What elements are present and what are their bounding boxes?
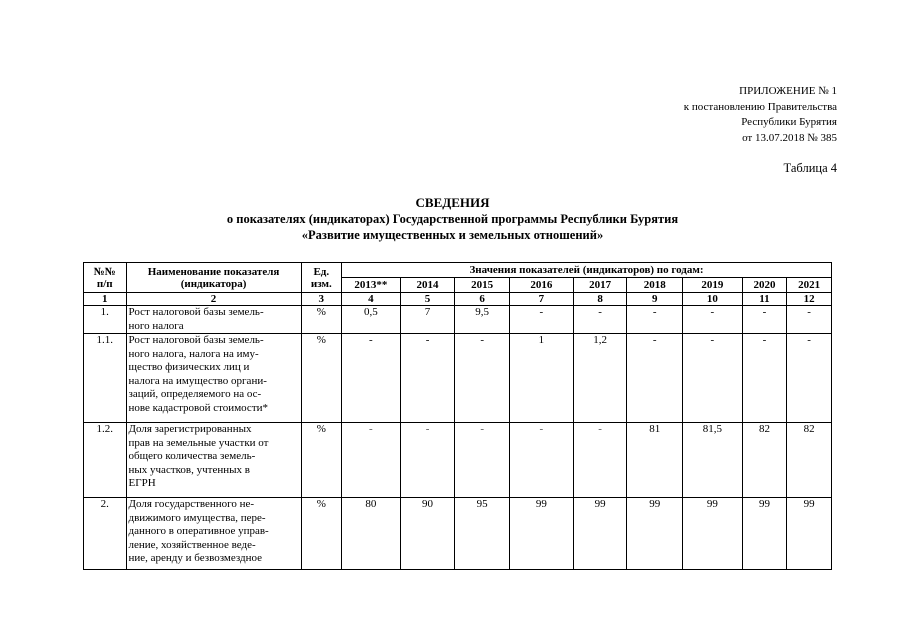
appendix-line-4: от 13.07.2018 № 385 [742, 131, 837, 144]
row-name-line: Рост налоговой базы земель- [128, 334, 264, 346]
row-value: 9,5 [455, 306, 510, 334]
header-no-line1: №№ [93, 265, 116, 278]
appendix-line-2: к постановлению Правительства [683, 100, 837, 113]
year-header: 2015 [455, 278, 510, 293]
row-value: 1,2 [573, 334, 627, 423]
heading-subtitle-1: о показателях (индикаторах) Государственной программы Республики Бурятия [226, 212, 679, 226]
row-value: 99 [573, 498, 627, 570]
row-name-line: заций, определяемого на ос- [128, 388, 262, 400]
row-name [126, 306, 301, 334]
row-value: 80 [342, 498, 401, 570]
row-name-line: Доля зарегистрированных [128, 423, 252, 435]
column-number: 7 [510, 293, 574, 306]
row-number: 1.2. [84, 423, 127, 498]
row-name-line: Доля государственного не- [128, 498, 255, 510]
row-value: - [510, 423, 574, 498]
row-unit: % [301, 334, 341, 423]
row-value: 81,5 [683, 423, 743, 498]
row-name [126, 498, 301, 570]
appendix-line-3: Республики Бурятия [741, 116, 837, 128]
column-number: 4 [342, 293, 401, 306]
row-name-line: налога на имущество органи- [128, 374, 267, 387]
header-name-line1: Наименование показателя [147, 265, 280, 278]
year-header: 2017 [573, 278, 627, 293]
row-name-line: Рост налоговой базы земель- [128, 306, 264, 318]
row-value: - [742, 306, 787, 334]
row-value: 7 [400, 306, 455, 334]
row-name-line: ного налога [128, 319, 184, 332]
year-header: 2020 [742, 278, 787, 293]
year-header: 2014 [400, 278, 455, 293]
header-unit-line2: изм. [310, 277, 332, 290]
table-row [84, 306, 832, 334]
table-row [84, 423, 832, 498]
row-value: - [455, 334, 510, 423]
row-name-line: данного в оперативное управ- [128, 525, 269, 537]
row-name [126, 423, 301, 498]
header-unit [301, 263, 341, 293]
year-header: 2016 [510, 278, 574, 293]
row-unit: % [301, 306, 341, 334]
document-heading [0, 195, 905, 243]
row-value: - [742, 334, 787, 423]
row-value: - [455, 423, 510, 498]
column-number: 2 [126, 293, 301, 306]
indicators-table [83, 262, 832, 570]
table-row [84, 334, 832, 423]
row-unit: % [301, 423, 341, 498]
heading-title: СВЕДЕНИЯ [415, 195, 490, 210]
row-value: 0,5 [342, 306, 401, 334]
row-name-line: ных участков, учтенных в [128, 463, 250, 476]
row-value: 99 [510, 498, 574, 570]
header-no [84, 263, 127, 293]
header-values: Значения показателей (индикаторов) по годам: [342, 263, 832, 278]
row-value: - [787, 306, 832, 334]
row-name-line: общего количества земель- [128, 450, 256, 462]
row-name-line: прав на земельные участки от [128, 436, 269, 449]
year-header: 2019 [683, 278, 743, 293]
column-number: 8 [573, 293, 627, 306]
row-value: - [627, 306, 683, 334]
row-value: - [573, 306, 627, 334]
row-value: 90 [400, 498, 455, 570]
appendix-block [684, 84, 837, 146]
header-unit-line1: Ед. [313, 265, 330, 278]
row-value: - [683, 334, 743, 423]
heading-subtitle-2: «Развитие имущественных и земельных отношений» [301, 228, 604, 242]
row-name [126, 334, 301, 423]
row-value: - [683, 306, 743, 334]
column-number: 10 [683, 293, 743, 306]
row-value: - [342, 423, 401, 498]
row-number: 1.1. [84, 334, 127, 423]
row-value: 99 [787, 498, 832, 570]
row-value: - [400, 423, 455, 498]
year-header: 2021 [787, 278, 832, 293]
row-value: - [573, 423, 627, 498]
row-value: 99 [627, 498, 683, 570]
row-value: 1 [510, 334, 574, 423]
column-number: 9 [627, 293, 683, 306]
row-name-line: ЕГРН [128, 477, 156, 489]
row-name-line: щество физических лиц и [128, 361, 250, 373]
row-number: 1. [84, 306, 127, 334]
column-number: 5 [400, 293, 455, 306]
row-name-line: нове кадастровой стоимости* [128, 401, 269, 414]
table-row [84, 498, 832, 570]
header-name-line2: (индикатора) [180, 277, 247, 290]
column-numbers-row [84, 293, 832, 306]
row-value: 81 [627, 423, 683, 498]
row-value: - [510, 306, 574, 334]
header-no-line2: п/п [96, 277, 113, 290]
row-name-line: ление, хозяйственное веде- [128, 538, 256, 551]
header-name [126, 263, 301, 293]
row-value: - [627, 334, 683, 423]
row-name-line: ного налога, налога на иму- [128, 347, 259, 360]
table-label: Таблица 4 [783, 161, 837, 175]
row-name-line: ние, аренду и безвозмездное [128, 552, 263, 564]
row-value: - [342, 334, 401, 423]
row-value: 82 [787, 423, 832, 498]
column-number: 12 [787, 293, 832, 306]
appendix-line-1: ПРИЛОЖЕНИЕ № 1 [739, 85, 837, 97]
row-value: 99 [742, 498, 787, 570]
row-name-line: движимого имущества, пере- [128, 511, 266, 524]
row-value: 82 [742, 423, 787, 498]
row-value: - [400, 334, 455, 423]
row-value: - [787, 334, 832, 423]
column-number: 11 [742, 293, 787, 306]
column-number: 3 [301, 293, 341, 306]
column-number: 6 [455, 293, 510, 306]
column-number: 1 [84, 293, 127, 306]
row-value: 95 [455, 498, 510, 570]
year-header: 2013** [342, 278, 401, 293]
row-unit: % [301, 498, 341, 570]
row-value: 99 [683, 498, 743, 570]
year-header: 2018 [627, 278, 683, 293]
row-number: 2. [84, 498, 127, 570]
